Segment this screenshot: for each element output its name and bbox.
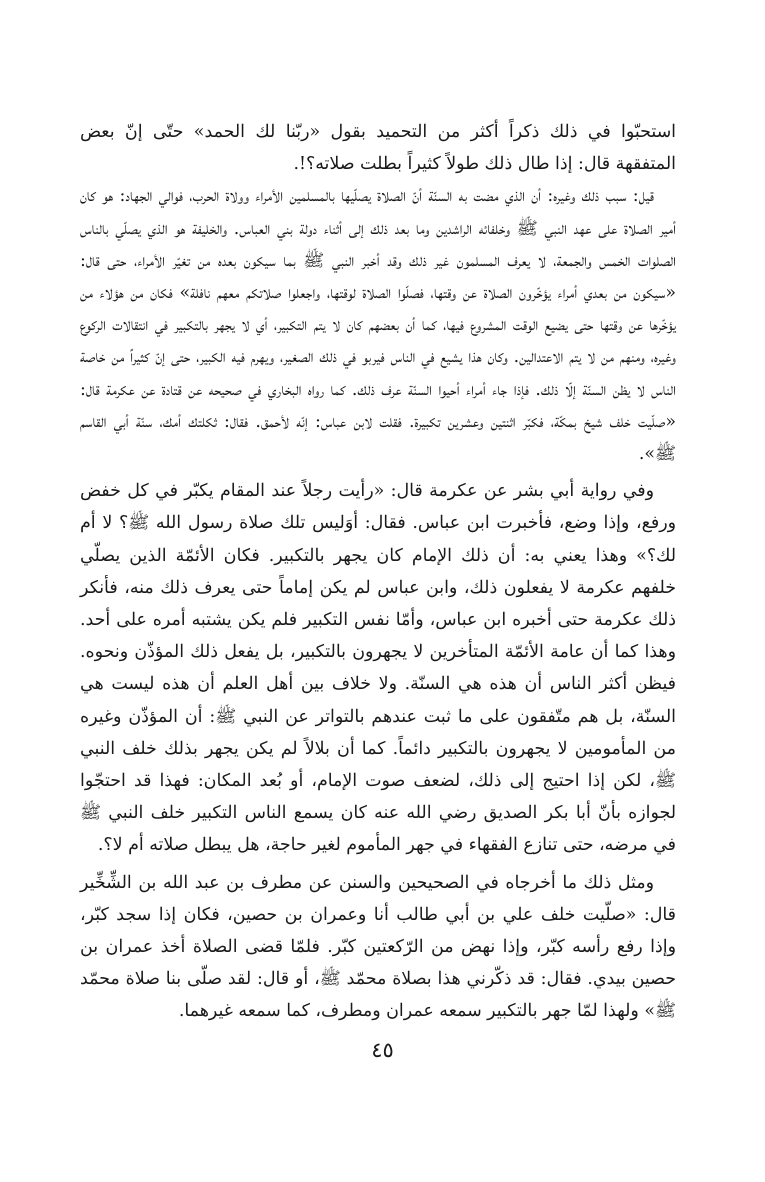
paragraph-4: ومثل ذلك ما أخرجاه في الصحيحين والسنن عن مطرف بن عبد الله بن الشِّخِّير قال: «صلّيت خلف علي بن أبي طالب أنا وعمران بن حصين، فكان إذا سجد كبّر، وإذا رفع رأسه كبّر، وإذا نهض من الرّكعتين كبّر. فلمّا قضى الصلاة أخذ عمران بن حصين بيدي. فقال: قد ذكّرني هذا بصلاة محمّد ﷺ، أو قال: لقد صلّى بنا صلاة محمّد ﷺ» ولهذا لمّا جهر بالتكبير سمعه عمران ومطرف، كما سمعه غيرهما. xyxy=(80,872,676,1022)
paragraph-2: قيل: سبب ذلك وغيره: أن الذي مضت به السنّة أنّ الصلاة يصلّيها بالمسلمين الأمراء وولاة الحرب، فوالي الجهاد: هو كان أمير الصلاة على عهد النبي ﷺ وخلفائه الراشدين وما بعد ذلك إلى أثناء دولة بني العباس. والخليفة هو الذي يصلّي بالناس الصلوات الخمس والجمعة، لا يعرف المسلمون غير ذلك وقد أخبر النبي ﷺ بما سيكون بعده من تغيّر الأمراء، حتى قال: «سيكون من بعدي أمراء يؤخّرون الصلاة عن وقتها، فصلّوا الصلاة لوقتها، واجعلوا صلاتكم معهم نافلة» فكان من هؤلاء من يؤخّرها عن وقتها حتى يضيع الوقت المشروع فيها، كما أن بعضهم كان لا يتم التكبير، أي لا يجهر بالتكبير في انتقالات الركوع وغيره، ومنهم من لا يتم الاعتدالين. وكان هذا يشيع في الناس فيربو في ذلك الصغير، ويهرم فيه الكبير، حتى إنّ كثيراً من خاصة الناس لا يظن السنّة إلّا ذلك. فإذا جاء أمراء أحيوا السنّة عرف ذلك. كما رواه البخاري في صحيحه عن قتادة عن عكرمة قال: «صلّيت خلف شيخ بمكّة، فكبّر اثنتين وعشرين تكبيرة. فقلت لابن عباس: إنّه لأحمق. فقال: ثكلتك أمك، سنّة أبي القاسم ﷺ». xyxy=(80,186,676,465)
paragraph-3: وفي رواية أبي بشر عن عكرمة قال: «رأيت رجلاً عند المقام يكبّر في كل خفض ورفع، وإذا وضع، فأخبرت ابن عباس. فقال: أوَليس تلك صلاة رسول الله ﷺ؟ لا أم لك؟» وهذا يعني به: أن ذلك الإمام كان يجهر بالتكبير. فكان الأئمّة الذين يصلّي خلفهم عكرمة لا يفعلون ذلك، وابن عباس لم يكن إماماً حتى يعرف ذلك منه، فأنكر ذلك عكرمة حتى أخبره ابن عباس، وأمّا نفس التكبير فلم يكن يشتبه أمره على أحد. وهذا كما أن عامة الأئمّة المتأخرين لا يجهرون بالتكبير، بل يفعل ذلك المؤذّن ونحوه. فيظن أكثر الناس أن هذه هي السنّة. ولا خلاف بين أهل العلم أن هذه ليست هي السنّة، بل هم متّفقون على ما ثبت عندهم بالتواتر عن النبي ﷺ: أن المؤذّن وغيره من المأمومين لا يجهرون بالتكبير دائماً. كما أن بلالاً لم يكن يجهر بذلك خلف النبي ﷺ، لكن إذا احتيج إلى ذلك، لضعف صوت الإمام، أو بُعد المكان: فهذا قد احتجّوا لجوازه بأنّ أبا بكر الصديق رضي الله عنه كان يسمع الناس التكبير خلف النبي ﷺ في مرضه، حتى تنازع الفقهاء في جهر المأموم لغير حاجة، هل يبطل صلاته أم لا؟. xyxy=(80,481,676,856)
paragraph-1: استحبّوا في ذلك ذكراً أكثر من التحميد بقول «ربّنا لك الحمد» حتّى إنّ بعض المتفقهة قال: إذا طال ذلك طولاً كثيراً بطلت صلاته؟!. xyxy=(80,122,676,175)
body-text xyxy=(80,116,676,1028)
page-number: ٤٥ xyxy=(371,1038,394,1062)
